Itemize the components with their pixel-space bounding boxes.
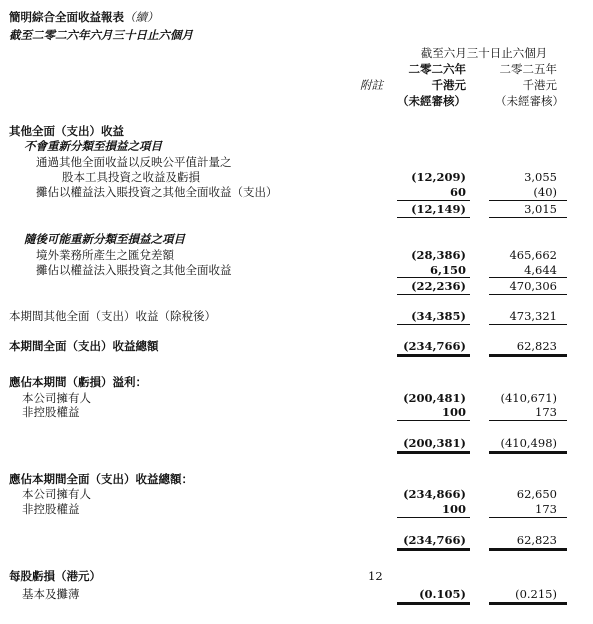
assoc-oci-prior: (40) [533,185,557,199]
rule [397,294,470,295]
subtotal2-prior: 470,306 [509,279,557,293]
eps-heading: 每股虧損（港元） [9,569,101,583]
note-column-label: 附註 [360,78,383,92]
total-ci-label: 本期間全面（支出）收益總額 [9,339,159,353]
subtotal1-prior: 3,015 [524,202,557,216]
rule [489,294,567,295]
title-text: 簡明綜合全面收益報表 [9,10,124,24]
nci-prior: 173 [535,405,557,419]
statement-subtitle: 截至二零二六年六月三十日止六個月 [9,28,193,42]
nci2-prior: 173 [535,502,557,516]
rule [489,277,567,278]
owners2-prior: 62,650 [516,487,557,501]
rule [397,277,470,278]
col-current-year: 二零二六年 [408,62,466,76]
tci-attr-heading: 應佔本期間全面（支出）收益總額： [9,472,193,486]
period-heading: 截至六月三十日止六個月 [420,46,548,60]
fvoci-current: (12,209) [411,170,466,184]
not-reclass-heading: 不會重新分類至損益之項目 [24,139,162,153]
assoc-oci2-label: 攤佔以權益法入賬投資之其他全面收益 [36,263,232,277]
eps-note: 12 [368,569,383,583]
double-rule [397,451,470,454]
rule [397,200,470,201]
profit-total-current: (200,381) [403,436,466,450]
oci-period-current: (34,385) [411,309,466,323]
fx-prior: 465,662 [509,248,557,262]
eps-basic-label: 基本及攤薄 [22,587,80,601]
statement-title [9,10,159,24]
double-rule [489,354,567,357]
rule [397,217,470,218]
oci-period-label: 本期間其他全面（支出）收益（除稅後） [9,309,216,323]
profit-attr-heading: 應佔本期間（虧損）溢利： [9,375,147,389]
double-rule [397,354,470,357]
owners2-label: 本公司擁有人 [22,487,91,501]
nci2-current: 100 [441,502,466,516]
double-rule [489,451,567,454]
assoc-oci-label: 攤佔以權益法入賬投資之其他全面收益（支出） [36,185,278,199]
fvoci-prior: 3,055 [524,170,557,184]
rule [397,517,470,518]
rule [489,517,567,518]
tci-total-current: (234,766) [403,533,466,547]
subtotal1-current: (12,149) [411,202,466,216]
double-rule [489,548,567,551]
tci-total-prior: 62,823 [516,533,557,547]
subtotal2-current: (22,236) [411,279,466,293]
assoc-oci2-current: 6,150 [429,263,466,277]
total-ci-current: (234,766) [403,339,466,353]
rule [489,200,567,201]
fvoci-label-line2: 股本工具投資之收益及虧損 [62,170,200,184]
double-rule [397,602,470,605]
eps-prior: (0.215) [515,587,557,601]
rule [397,324,470,325]
double-rule [489,602,567,605]
nci-current: 100 [441,405,466,419]
owners-current: (200,481) [403,391,466,405]
may-reclass-heading: 隨後可能重新分類至損益之項目 [24,232,185,246]
nci-label: 非控股權益 [22,405,80,419]
total-ci-prior: 62,823 [516,339,557,353]
double-rule [397,548,470,551]
unit-prior: 千港元 [522,78,557,92]
owners-label: 本公司擁有人 [22,391,91,405]
fx-label: 境外業務所產生之匯兌差額 [36,248,174,262]
audit-current: （未經審核） [397,94,466,108]
title-suffix: （續） [124,10,159,24]
oci-period-prior: 473,321 [509,309,557,323]
rule [397,420,470,421]
eps-current: (0.105) [419,587,466,601]
assoc-oci2-prior: 4,644 [524,263,557,277]
rule [489,420,567,421]
rule [489,217,567,218]
assoc-oci-current: 60 [449,185,466,199]
rule [489,324,567,325]
unit-current: 千港元 [431,78,466,92]
nci2-label: 非控股權益 [22,502,80,516]
profit-total-prior: (410,498) [500,436,557,450]
fx-current: (28,386) [411,248,466,262]
oci-heading: 其他全面（支出）收益 [9,124,124,138]
col-prior-year: 二零二五年 [499,62,557,76]
audit-prior: （未經審核） [495,94,564,108]
owners2-current: (234,866) [403,487,466,501]
fvoci-label-line1: 通過其他全面收益以反映公平值計量之 [36,155,232,169]
owners-prior: (410,671) [500,391,557,405]
